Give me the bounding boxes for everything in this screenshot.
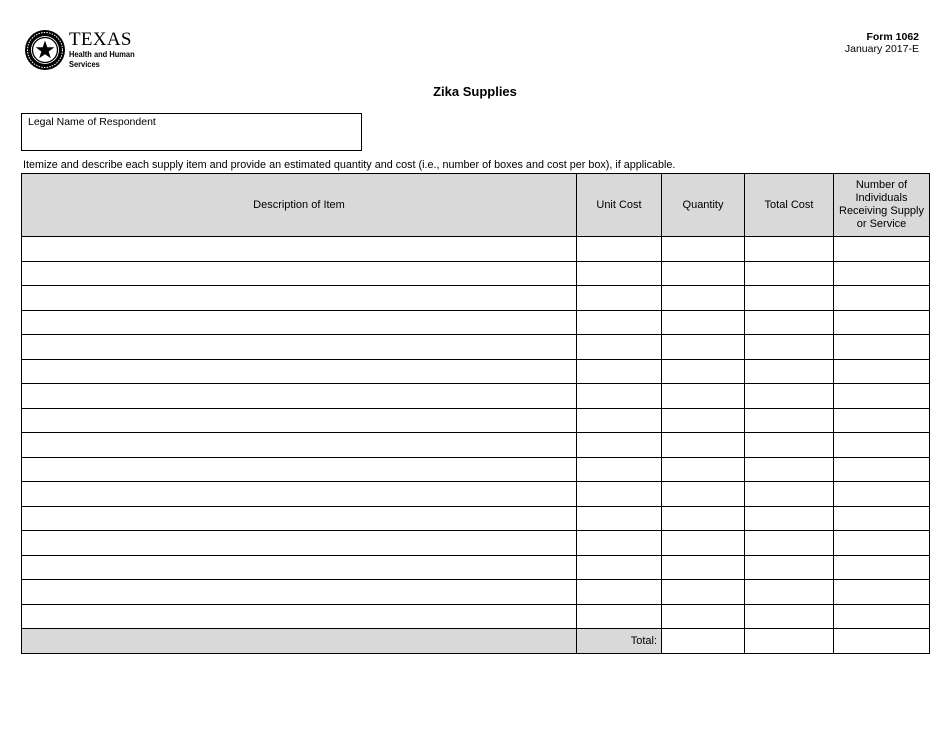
cell-individuals[interactable] <box>834 262 930 286</box>
cell-quantity[interactable] <box>662 409 745 433</box>
cell-total-cost[interactable] <box>745 507 834 531</box>
cell-unit-cost[interactable] <box>577 531 662 556</box>
column-header-unit-cost: Unit Cost <box>577 174 662 237</box>
table-row <box>22 605 930 629</box>
table-row <box>22 237 930 262</box>
cell-total-cost[interactable] <box>745 556 834 580</box>
table-row <box>22 556 930 580</box>
cell-unit-cost[interactable] <box>577 237 662 262</box>
column-header-individuals: Number of Individuals Receiving Supply or Service <box>834 174 930 237</box>
cell-total-cost[interactable] <box>745 262 834 286</box>
cell-description[interactable] <box>22 237 577 262</box>
cell-description[interactable] <box>22 360 577 384</box>
texas-star-seal-icon <box>24 29 66 71</box>
total-quantity-cell[interactable] <box>662 629 745 654</box>
cell-quantity[interactable] <box>662 237 745 262</box>
cell-quantity[interactable] <box>662 384 745 409</box>
logo-title: TEXAS <box>69 28 132 50</box>
cell-quantity[interactable] <box>662 433 745 458</box>
cell-total-cost[interactable] <box>745 384 834 409</box>
cell-individuals[interactable] <box>834 409 930 433</box>
cell-total-cost[interactable] <box>745 458 834 482</box>
table-row <box>22 482 930 507</box>
table-row <box>22 384 930 409</box>
cell-total-cost[interactable] <box>745 605 834 629</box>
cell-unit-cost[interactable] <box>577 409 662 433</box>
cell-unit-cost[interactable] <box>577 482 662 507</box>
cell-description[interactable] <box>22 286 577 311</box>
supply-items-table <box>21 173 930 654</box>
cell-unit-cost[interactable] <box>577 605 662 629</box>
cell-quantity[interactable] <box>662 360 745 384</box>
cell-description[interactable] <box>22 384 577 409</box>
cell-quantity[interactable] <box>662 605 745 629</box>
cell-total-cost[interactable] <box>745 237 834 262</box>
cell-quantity[interactable] <box>662 458 745 482</box>
cell-total-cost[interactable] <box>745 409 834 433</box>
cell-quantity[interactable] <box>662 286 745 311</box>
table-row <box>22 262 930 286</box>
cell-description[interactable] <box>22 311 577 335</box>
table-row <box>22 409 930 433</box>
cell-individuals[interactable] <box>834 286 930 311</box>
table-row <box>22 580 930 605</box>
total-row <box>22 629 930 654</box>
column-header-total-cost: Total Cost <box>745 174 834 237</box>
table-body <box>22 237 930 654</box>
column-header-quantity: Quantity <box>662 174 745 237</box>
cell-individuals[interactable] <box>834 433 930 458</box>
form-number: Form 1062 <box>866 31 919 43</box>
cell-total-cost[interactable] <box>745 335 834 360</box>
total-individuals-cell[interactable] <box>834 629 930 654</box>
cell-description[interactable] <box>22 605 577 629</box>
cell-total-cost[interactable] <box>745 311 834 335</box>
table-row <box>22 507 930 531</box>
cell-unit-cost[interactable] <box>577 384 662 409</box>
table-header-row <box>22 174 930 237</box>
cell-individuals[interactable] <box>834 605 930 629</box>
cell-description[interactable] <box>22 335 577 360</box>
cell-unit-cost[interactable] <box>577 286 662 311</box>
cell-unit-cost[interactable] <box>577 580 662 605</box>
cell-unit-cost[interactable] <box>577 360 662 384</box>
cell-individuals[interactable] <box>834 458 930 482</box>
cell-individuals[interactable] <box>834 360 930 384</box>
cell-description[interactable] <box>22 482 577 507</box>
form-date: January 2017-E <box>844 43 919 55</box>
cell-quantity[interactable] <box>662 311 745 335</box>
cell-quantity[interactable] <box>662 531 745 556</box>
cell-description[interactable] <box>22 531 577 556</box>
form-meta <box>845 31 919 55</box>
cell-description[interactable] <box>22 433 577 458</box>
cell-total-cost[interactable] <box>745 433 834 458</box>
respondent-name-field[interactable] <box>21 113 362 151</box>
cell-individuals[interactable] <box>834 237 930 262</box>
table-row <box>22 335 930 360</box>
table-row <box>22 458 930 482</box>
cell-total-cost[interactable] <box>745 482 834 507</box>
cell-individuals[interactable] <box>834 580 930 605</box>
cell-individuals[interactable] <box>834 556 930 580</box>
cell-individuals[interactable] <box>834 482 930 507</box>
cell-description[interactable] <box>22 409 577 433</box>
cell-unit-cost[interactable] <box>577 335 662 360</box>
cell-unit-cost[interactable] <box>577 433 662 458</box>
cell-individuals[interactable] <box>834 531 930 556</box>
total-row-spacer <box>22 629 577 654</box>
column-header-description: Description of Item <box>22 174 577 237</box>
cell-description[interactable] <box>22 580 577 605</box>
cell-quantity[interactable] <box>662 335 745 360</box>
cell-individuals[interactable] <box>834 507 930 531</box>
cell-total-cost[interactable] <box>745 531 834 556</box>
table-row <box>22 531 930 556</box>
table-row <box>22 311 930 335</box>
cell-individuals[interactable] <box>834 311 930 335</box>
cell-quantity[interactable] <box>662 482 745 507</box>
cell-unit-cost[interactable] <box>577 311 662 335</box>
page-title: Zika Supplies <box>433 84 517 99</box>
table-row <box>22 286 930 311</box>
respondent-name-label: Legal Name of Respondent <box>28 116 156 128</box>
cell-quantity[interactable] <box>662 556 745 580</box>
cell-total-cost[interactable] <box>745 286 834 311</box>
cell-unit-cost[interactable] <box>577 262 662 286</box>
total-label: Total: <box>577 629 662 654</box>
cell-description[interactable] <box>22 507 577 531</box>
cell-description[interactable] <box>22 556 577 580</box>
cell-quantity[interactable] <box>662 262 745 286</box>
cell-total-cost[interactable] <box>745 580 834 605</box>
total-cost-cell[interactable] <box>745 629 834 654</box>
cell-unit-cost[interactable] <box>577 507 662 531</box>
table-row <box>22 433 930 458</box>
cell-individuals[interactable] <box>834 335 930 360</box>
cell-description[interactable] <box>22 458 577 482</box>
cell-quantity[interactable] <box>662 507 745 531</box>
cell-individuals[interactable] <box>834 384 930 409</box>
instructions-text: Itemize and describe each supply item and provide an estimated quantity and cost (i.e., number of boxes and cost per box), if applicable. <box>23 159 676 171</box>
logo-subtitle-line-2: Services <box>69 58 100 69</box>
cell-description[interactable] <box>22 262 577 286</box>
cell-unit-cost[interactable] <box>577 556 662 580</box>
cell-quantity[interactable] <box>662 580 745 605</box>
logo-subtitle-line-1: Health and Human <box>69 48 135 59</box>
table-row <box>22 360 930 384</box>
cell-unit-cost[interactable] <box>577 458 662 482</box>
cell-total-cost[interactable] <box>745 360 834 384</box>
texas-hhs-logo <box>24 27 144 73</box>
